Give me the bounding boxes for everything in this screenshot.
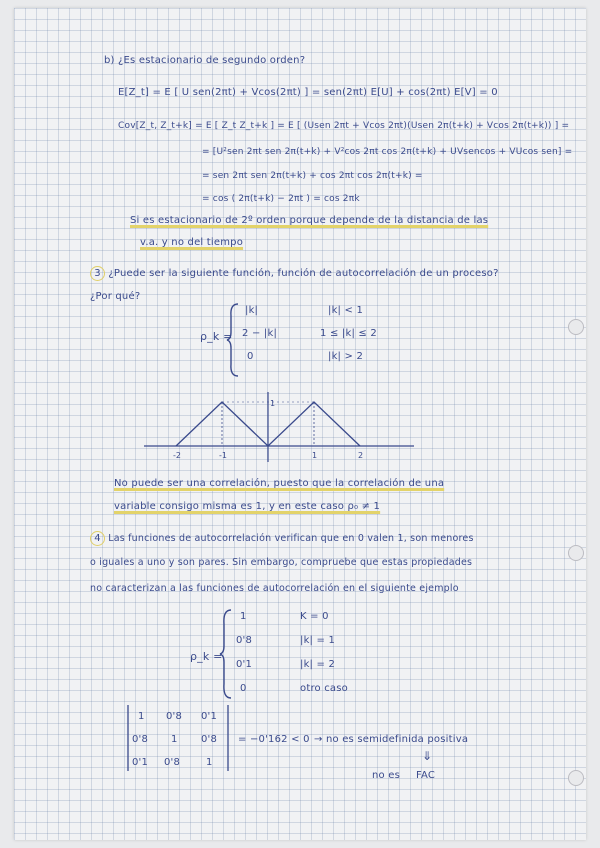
graph-tick-minus-1: -1: [219, 451, 227, 460]
case4-1-value: 1: [240, 611, 247, 622]
exercise-3-question-text: ¿Puede ser la siguiente función, función de autocorrelación de un proceso?: [108, 268, 499, 279]
exercise-3-question-line-1: [90, 266, 499, 281]
autocorrelation-graph: [144, 388, 424, 478]
exercise-4-text-line-1: [90, 531, 474, 546]
matrix-cell-1-1: 1: [138, 711, 145, 722]
exercise-3-answer-line-2: variable consigo misma es 1, y en este caso ρ₀ ≠ 1: [114, 501, 381, 512]
determinant-implication: → no es semidefinida positiva: [314, 734, 469, 745]
matrix-cell-1-2: 0'8: [166, 711, 183, 722]
case4-2-value: 0'8: [236, 635, 253, 646]
case-2-condition: 1 ≤ |k| ≤ 2: [320, 328, 377, 339]
case4-3-condition: |k| = 2: [300, 659, 336, 670]
case4-4-value: 0: [240, 683, 247, 694]
exercise-3-brace: [226, 302, 240, 378]
case-1-condition: |k| < 1: [328, 305, 364, 316]
case4-4-condition: otro caso: [300, 683, 348, 694]
part-b-question: b) ¿Es estacionario de segundo orden?: [104, 55, 306, 66]
covariance-line-2: = [U²sen 2πt sen 2π(t+k) + V²cos 2πt cos 2π(t+k) + UVsencos + VUcos sen] =: [202, 147, 573, 157]
binder-hole: [568, 545, 584, 561]
case4-1-condition: K = 0: [300, 611, 329, 622]
exercise-4-rho: ρ_k =: [190, 650, 223, 663]
graph-tick-2: 2: [358, 451, 364, 460]
case-2-value: 2 − |k|: [242, 328, 278, 339]
exercise-3-number: 3: [90, 266, 105, 281]
conclusion-line-1: Si es estacionario de 2º orden porque depende de la distancia de las: [130, 215, 489, 226]
case4-3-value: 0'1: [236, 659, 253, 670]
final-fac: FAC: [416, 770, 436, 781]
expectation-line: E[Z_t] = E [ U sen(2πt) + Vcos(2πt) ] = sen(2πt) E[U] + cos(2πt) E[V] = 0: [118, 87, 498, 98]
graph-y-tick: 1: [270, 399, 276, 408]
matrix-cell-2-2: 1: [171, 734, 178, 745]
final-no-es: no es: [372, 770, 400, 781]
case-3-condition: |k| > 2: [328, 351, 364, 362]
case-1-value: |k|: [245, 305, 259, 316]
exercise-4-text-line-2: o iguales a uno y son pares. Sin embargo, compruebe que estas propiedades: [90, 557, 473, 568]
exercise-4-brace: [219, 608, 233, 700]
matrix-cell-1-3: 0'1: [201, 711, 218, 722]
matrix-cell-3-2: 0'8: [164, 757, 181, 768]
exercise-3-rho: ρ_k =: [200, 330, 233, 343]
exercise-3-question-line-2: ¿Por qué?: [90, 291, 141, 302]
case4-2-condition: |k| = 1: [300, 635, 336, 646]
down-arrow: ⇓: [422, 749, 433, 763]
binder-hole: [568, 319, 584, 335]
matrix-cell-2-3: 0'8: [201, 734, 218, 745]
conclusion-line-2: v.a. y no del tiempo: [140, 237, 244, 248]
notebook-page: [14, 8, 586, 840]
matrix-cell-3-3: 1: [206, 757, 213, 768]
covariance-line-4: = cos ( 2π(t+k) − 2πt ) = cos 2πk: [202, 194, 360, 204]
covariance-line-3: = sen 2πt sen 2π(t+k) + cos 2πt cos 2π(t+k) =: [202, 171, 423, 181]
covariance-line-1: Cov[Z_t, Z_t+k] = E [ Z_t Z_t+k ] = E [ (Usen 2πt + Vcos 2πt)(Usen 2π(t+k) + Vcos 2π(t+k)) ] =: [118, 121, 570, 131]
exercise-4-text-line-3: no caracterizan a las funciones de autocorrelación en el siguiente ejemplo: [90, 583, 459, 594]
graph-tick-minus-2: -2: [173, 451, 181, 460]
exercise-4-number: 4: [90, 531, 105, 546]
exercise-4-text: Las funciones de autocorrelación verifican que en 0 valen 1, son menores: [108, 533, 474, 544]
matrix-cell-2-1: 0'8: [132, 734, 149, 745]
graph-tick-1: 1: [312, 451, 318, 460]
binder-hole: [568, 770, 584, 786]
case-3-value: 0: [247, 351, 254, 362]
determinant-result: = −0'162 < 0: [238, 734, 310, 745]
matrix-cell-3-1: 0'1: [132, 757, 149, 768]
exercise-3-answer-line-1: No puede ser una correlación, puesto que la correlación de una: [114, 478, 445, 489]
